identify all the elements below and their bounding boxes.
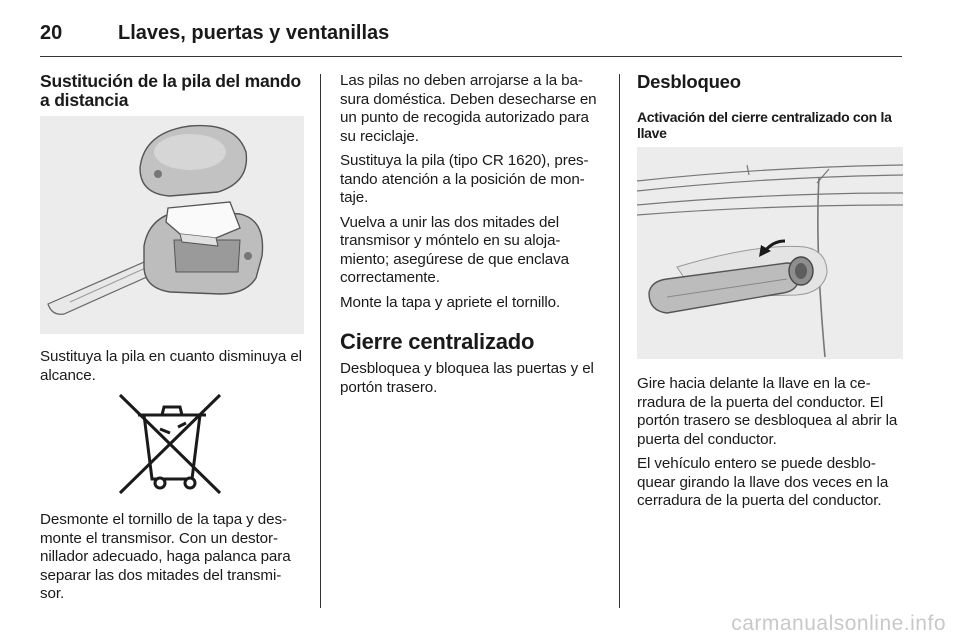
remove-screw-text: Desmonte el tornillo de la tapa y des- monte el transmisor. Con un destor- nillador adecuado, haga palanca para separar las dos mitades del transmi- sor.	[40, 511, 291, 602]
tighten-screw-text: Monte la tapa y apriete el tornillo.	[340, 293, 561, 311]
unlock-heading: Desbloqueo	[637, 71, 741, 92]
crossed-bin-icon	[40, 393, 304, 497]
central-locking-text: Desbloquea y bloquea las puertas y el portón trasero.	[340, 360, 594, 396]
disposal-text: Las pilas no deben arrojarse a la ba- sura doméstica. Deben desecharse en un punto de recogida autorizado para su reciclaje.	[340, 72, 597, 145]
page-header	[40, 14, 902, 57]
column-divider-1	[320, 74, 321, 608]
column-divider-2	[619, 74, 620, 608]
header-title: Llaves, puertas y ventanillas	[118, 22, 390, 44]
page-number: 20	[40, 22, 63, 44]
column-2	[340, 72, 602, 403]
replace-battery-text: Sustituya la pila (tipo CR 1620), pres- tando atención a la posición de mon- taje.	[340, 152, 589, 206]
watermark: carmanualsonline.info	[731, 612, 946, 635]
unlock-key-text: Gire hacia delante la llave en la ce- rradura de la puerta del conductor. El portón trasero se desbloquea al abrir la puerta del conductor.	[637, 375, 898, 448]
central-locking-heading: Cierre centralizado	[340, 329, 535, 354]
unlock-twice-text: El vehículo entero se puede desblo- quear girando la llave dos veces en la cerradura de la puerta del conductor.	[637, 455, 889, 509]
key-activation-subheading: Activación del cierre centralizado con la llave	[637, 109, 892, 141]
door-handle-lock-illustration	[637, 147, 903, 359]
key-battery-illustration	[40, 116, 304, 334]
column-3	[637, 72, 903, 517]
battery-range-text: Sustituya la pila en cuanto disminuya el alcance.	[40, 348, 302, 384]
reassemble-text: Vuelva a unir las dos mitades del transmisor y móntelo en su aloja- miento; asegúrese de que enclava correctamente.	[340, 213, 569, 286]
battery-heading: Sustitución de la pila del mando a distancia	[40, 71, 301, 110]
column-1	[40, 72, 304, 610]
